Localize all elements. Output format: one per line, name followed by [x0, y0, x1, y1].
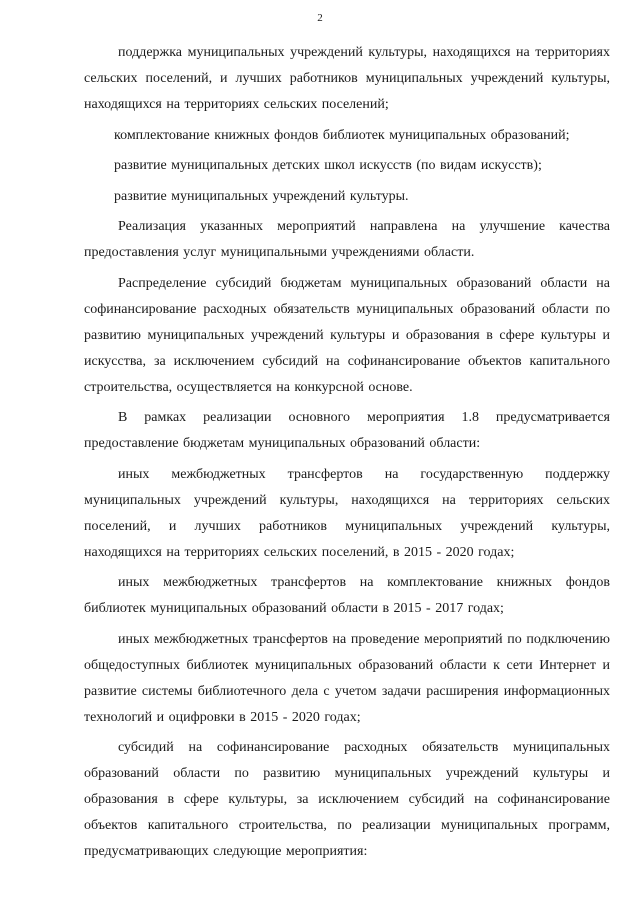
- paragraph-transfers-book-funds: иных межбюджетных трансфертов на комплектование книжных фондов библиотек муниципальных образований области в 2015 - 2017 годах;: [84, 575, 610, 616]
- paragraph-transfers-rural-support: иных межбюджетных трансфертов на государственную поддержку муниципальных учреждений культуры, находящихся на территориях сельских поселений, и лучших работников муниципальных учреждений культуры, находящихся на территориях сельских поселений, в 2015 - 2020 годах;: [84, 466, 610, 560]
- paragraph-book-funds: комплектование книжных фондов библиотек муниципальных образований;: [114, 127, 570, 143]
- page-number: 2: [317, 12, 323, 24]
- paragraph-art-schools: развитие муниципальных детских школ искусств (по видам искусств);: [114, 158, 542, 173]
- paragraph-subsidies-programs: субсидий на софинансирование расходных обязательств муниципальных образований области по развитию муниципальных учреждений культуры и образования в сфере культуры, за исключением субсидий на софинансирование объектов капитального строительства, по реализации муниципальных программ, предусматривающих следующие мероприятия:: [84, 740, 610, 859]
- paragraph-subsidy-distribution: Распределение субсидий бюджетам муниципальных образований области на софинансирование расходных обязательств муниципальных образований области по развитию муниципальных учреждений культуры и образования в сфере культуры и искусства, за исключением субсидий на софинансирование объектов капитального строительства, осуществляется на конкурсной основе.: [84, 275, 610, 395]
- paragraph-measure-1-8: В рамках реализации основного мероприятия 1.8 предусматривается предоставление бюджетам муниципальных образований области:: [84, 410, 610, 451]
- paragraph-support-rural-culture: поддержка муниципальных учреждений культуры, находящихся на территориях сельских поселений, и лучших работников муниципальных учреждений культуры, находящихся на территориях сельских поселений;: [84, 45, 610, 112]
- paragraph-transfers-internet: иных межбюджетных трансфертов на проведение мероприятий по подключению общедоступных библиотек муниципальных образований области к сети Интернет и развитие системы библиотечного дела с учетом задачи расширения информационных технологий и оцифровки в 2015 - 2020 годах;: [84, 631, 610, 725]
- paragraph-quality-improvement: Реализация указанных мероприятий направлена на улучшение качества предоставления услуг муниципальными учреждениями области.: [84, 219, 610, 260]
- paragraph-culture-development: развитие муниципальных учреждений культуры.: [114, 188, 409, 204]
- document-body: [84, 40, 610, 870]
